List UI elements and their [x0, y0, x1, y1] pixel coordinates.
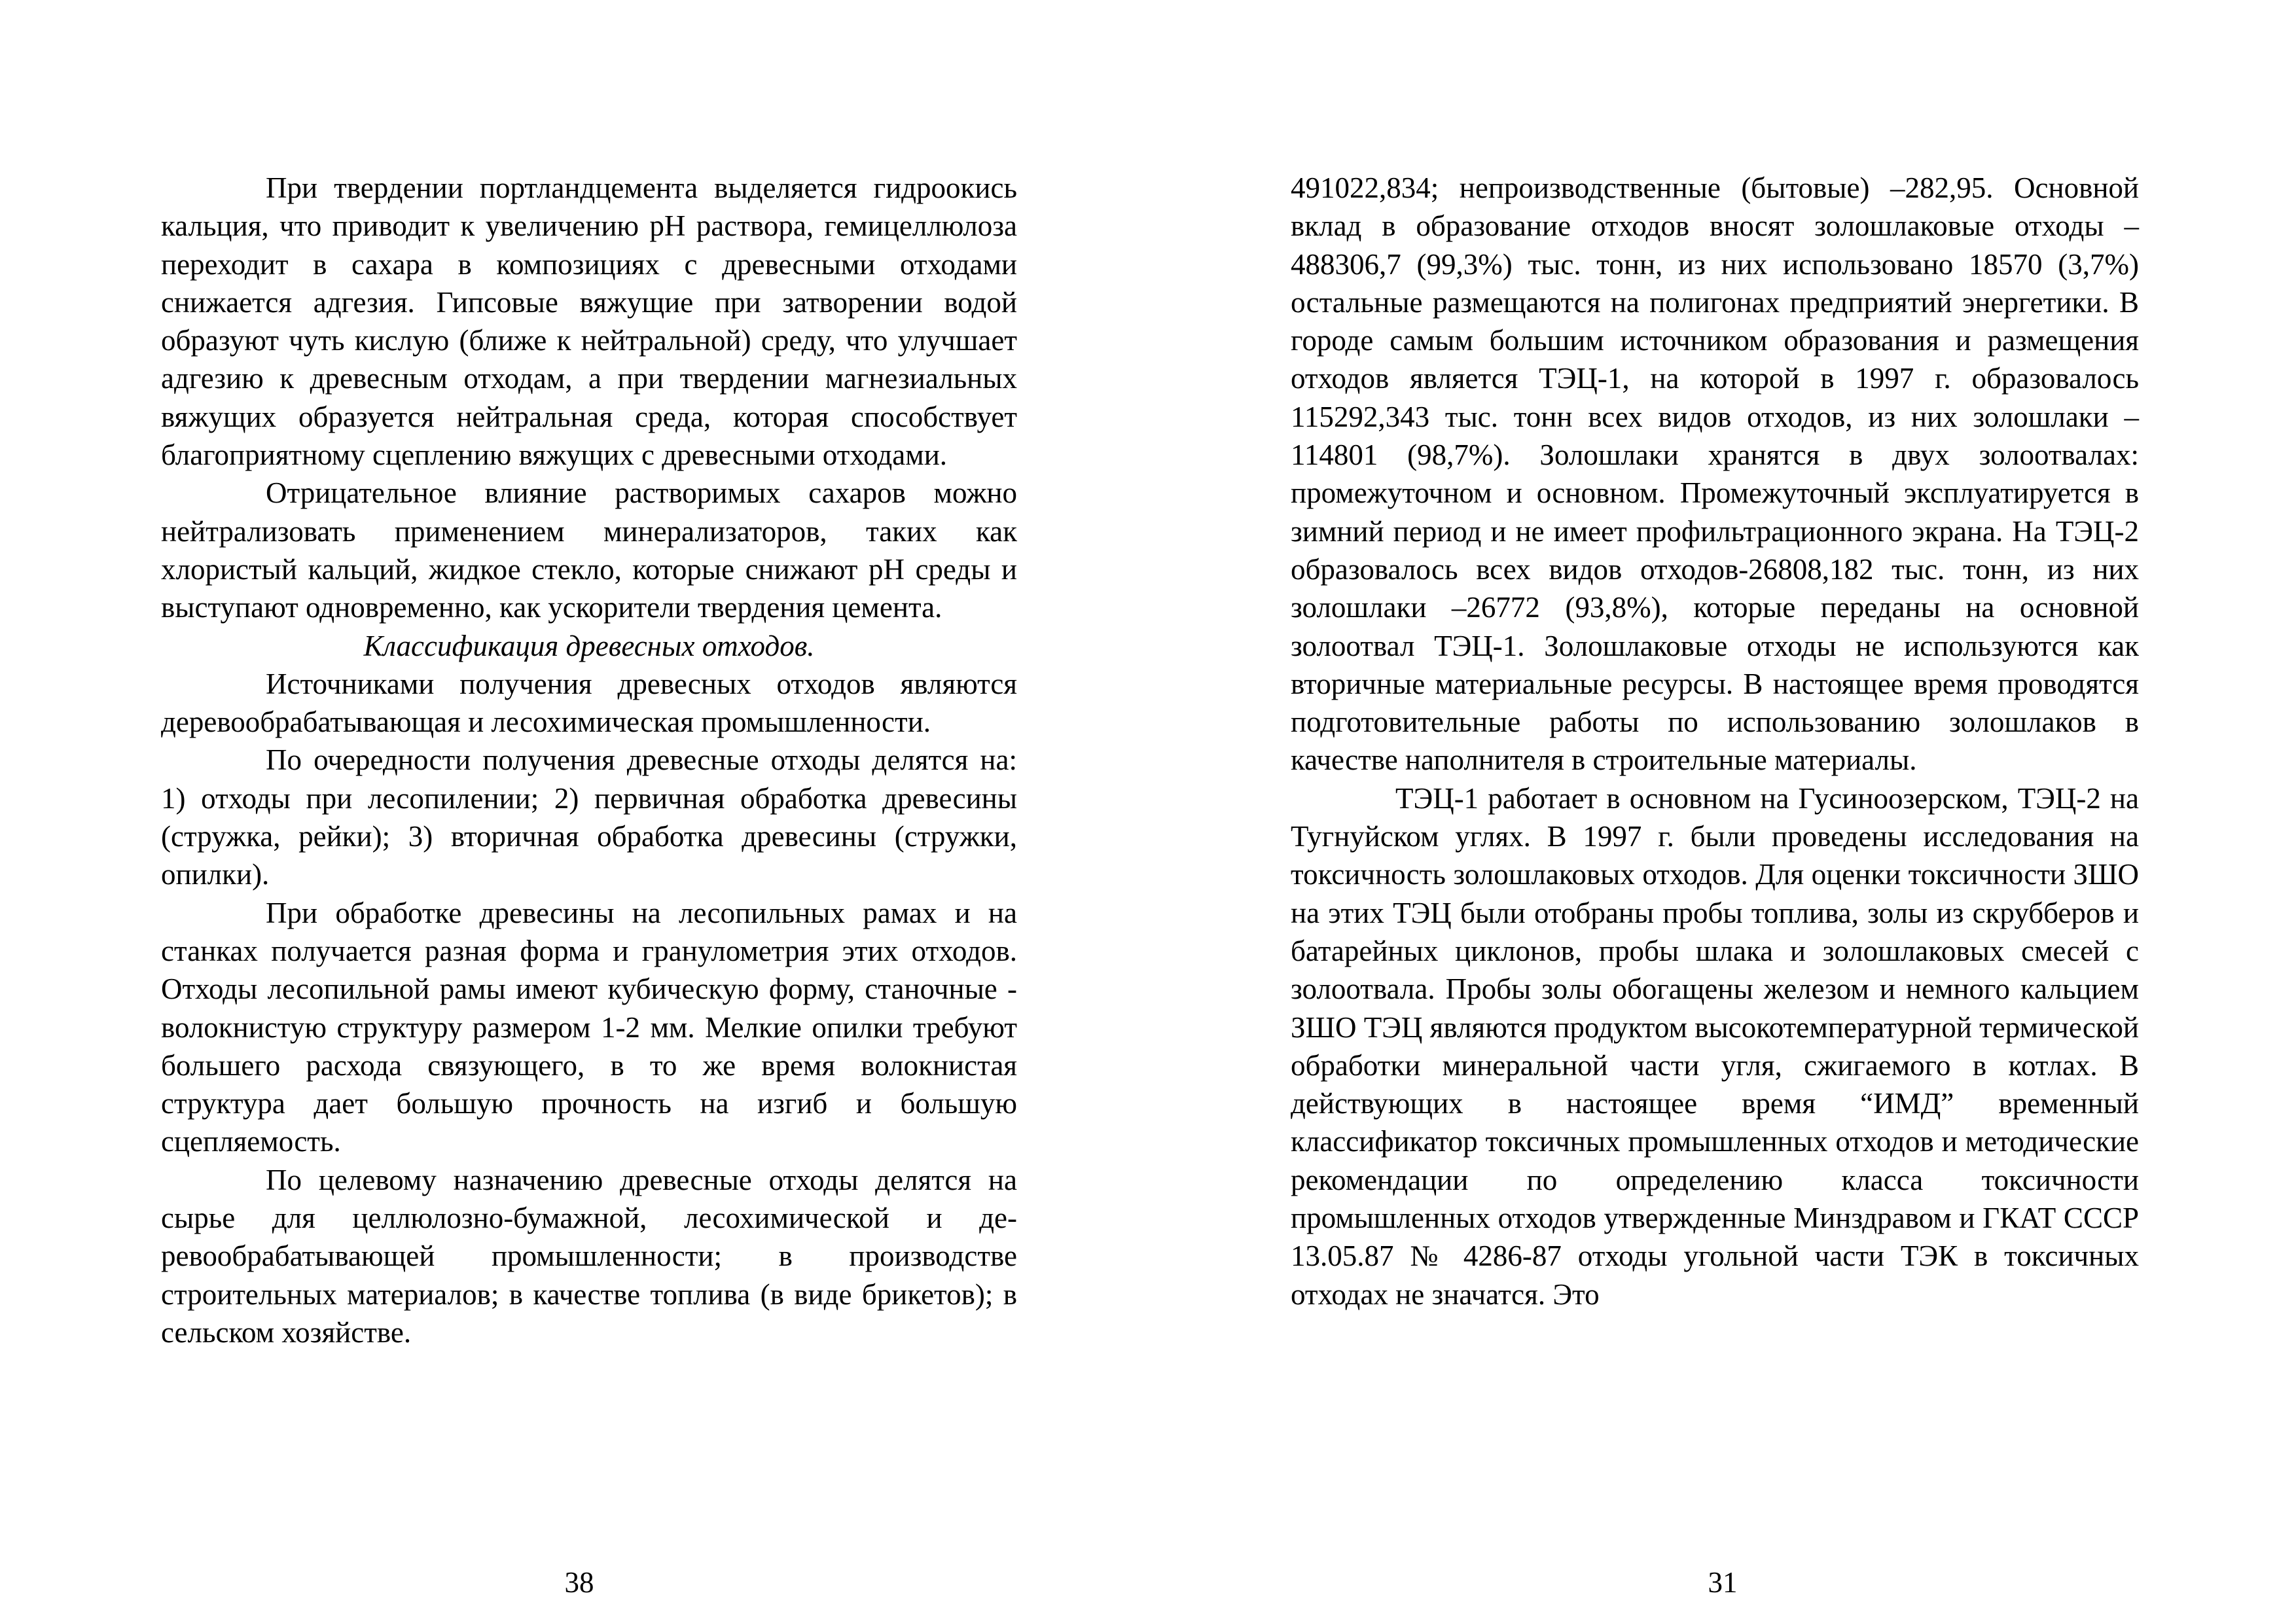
paragraph: Отрицательное влияние растворимых сахаров можно нейтрализовать применением минерализаторов, таких как хлористый кальций, жидкое стекло, которые снижают рН среды и выступают одновременно, как ускорители твердения цемента. — [161, 476, 1017, 624]
page-number: 31 — [1708, 1566, 1738, 1599]
paragraph: ТЭЦ-1 работает в основном на Гусиноозерском, ТЭЦ-2 на Тугнуйском углях. В 1997 г. были проведены исследования на токсичность золошлаковых отходов. Для оценки токсичности ЗШО на этих ТЭЦ были отобраны пробы топлива, золы из скрубберов и батарейных циклонов, пробы шлака и золошлаковых смесей с золоотвала. Пробы золы обогащены железом и немного кальцием ЗШО ТЭЦ являются продуктом высокотемпературной термической обработки минеральной части угля, сжигаемого в котлах. В действующих в настоящее время “ИМД” временный классификатор токсичных промышленных отходов и методические рекомендации по определению класса токсичности промышленных отходов утвержденные Минздравом и ГКАТ СССР 13.05.87 № 4286-87 отходы угольной части ТЭК в токсичных отходах не значатся. Это — [1291, 781, 2139, 1311]
paragraph: Источниками получения древесных отходов являются деревообрабатывающая и лесохимическая промышленности. — [161, 667, 1017, 739]
paragraph-continuation: 491022,834; непроизводственные (бытовые) –282,95. Основной вклад в образование отходов вносят золошлаковые отходы –488306,7 (99,3%) тыс. тонн, из них использовано 18570 (3,7%) остальные размещаются на полигонах предприятий энергетики. В городе самым большим источником образования и размещения отходов является ТЭЦ-1, на которой в 1997 г. образовалось 115292,343 тыс. тонн всех видов отходов, из них золошлаки –114801 (98,7%). Золошлаки хранятся в двух золоотвалах: промежуточном и основном. Промежуточный эксплуатируется в зимний период и не имеет профильтрационного экрана. На ТЭЦ-2 образовалось всех видов отходов-26808,182 тыс. тонн, из них золошлаки –26772 (93,8%), которые переданы на основной золоотвал ТЭЦ-1. Золошлаковые отходы не используются как вторичные материальные ресурсы. В настоящее время проводятся подготовительные работы по использованию золошлаков в качестве наполнителя в строительные материалы. — [1291, 171, 2139, 777]
section-heading: Классификация древесных отходов. — [363, 629, 815, 662]
left-page-text — [161, 169, 1017, 1351]
paragraph: По очередности получения древесные отходы делятся на: 1) отходы при лесопилении; 2) первичная обработка древесины (стружка, рейки); 3) вторичная обработка древесины (стружки, опилки). — [161, 743, 1017, 891]
right-page — [1148, 0, 2296, 1623]
paragraph: При обработке древесины на лесопильных рамах и на станках получается разная форма и гранулометрия этих отходов. Отходы лесопильной рамы имеют кубическую форму, станочные - волокнистую структуру размером 1-2 мм. Мелкие опилки требуют большего расхода связующего, в то же время волокнистая структура дает большую прочность на изгиб и большую сцепляемость. — [161, 896, 1017, 1158]
right-page-text — [1291, 169, 2139, 1313]
page-number: 38 — [564, 1566, 594, 1599]
paragraph: При твердении портландцемента выделяется гидроокись кальция, что приводит к увеличению рН раствора, гемицеллюлоза переходит в сахара в композициях с древесными отходами снижается адгезия. Гипсовые вяжущие при затворении водой образуют чуть кислую (ближе к нейтральной) среду, что улучшает адгезию к древесным отходам, а при твердении магнезиальных вяжущих образуется нейтральная среда, которая способствует благоприятному сцеплению вяжущих с древесными отходами. — [161, 171, 1017, 472]
paragraph: По целевому назначению древесные отходы делятся на сырье для целлюлозно-бумажной, лесохимической и деревообрабатывающей промышленности; в производстве строительных материалов; в качестве топлива (в виде брикетов); в сельском хозяйстве. — [161, 1163, 1017, 1349]
